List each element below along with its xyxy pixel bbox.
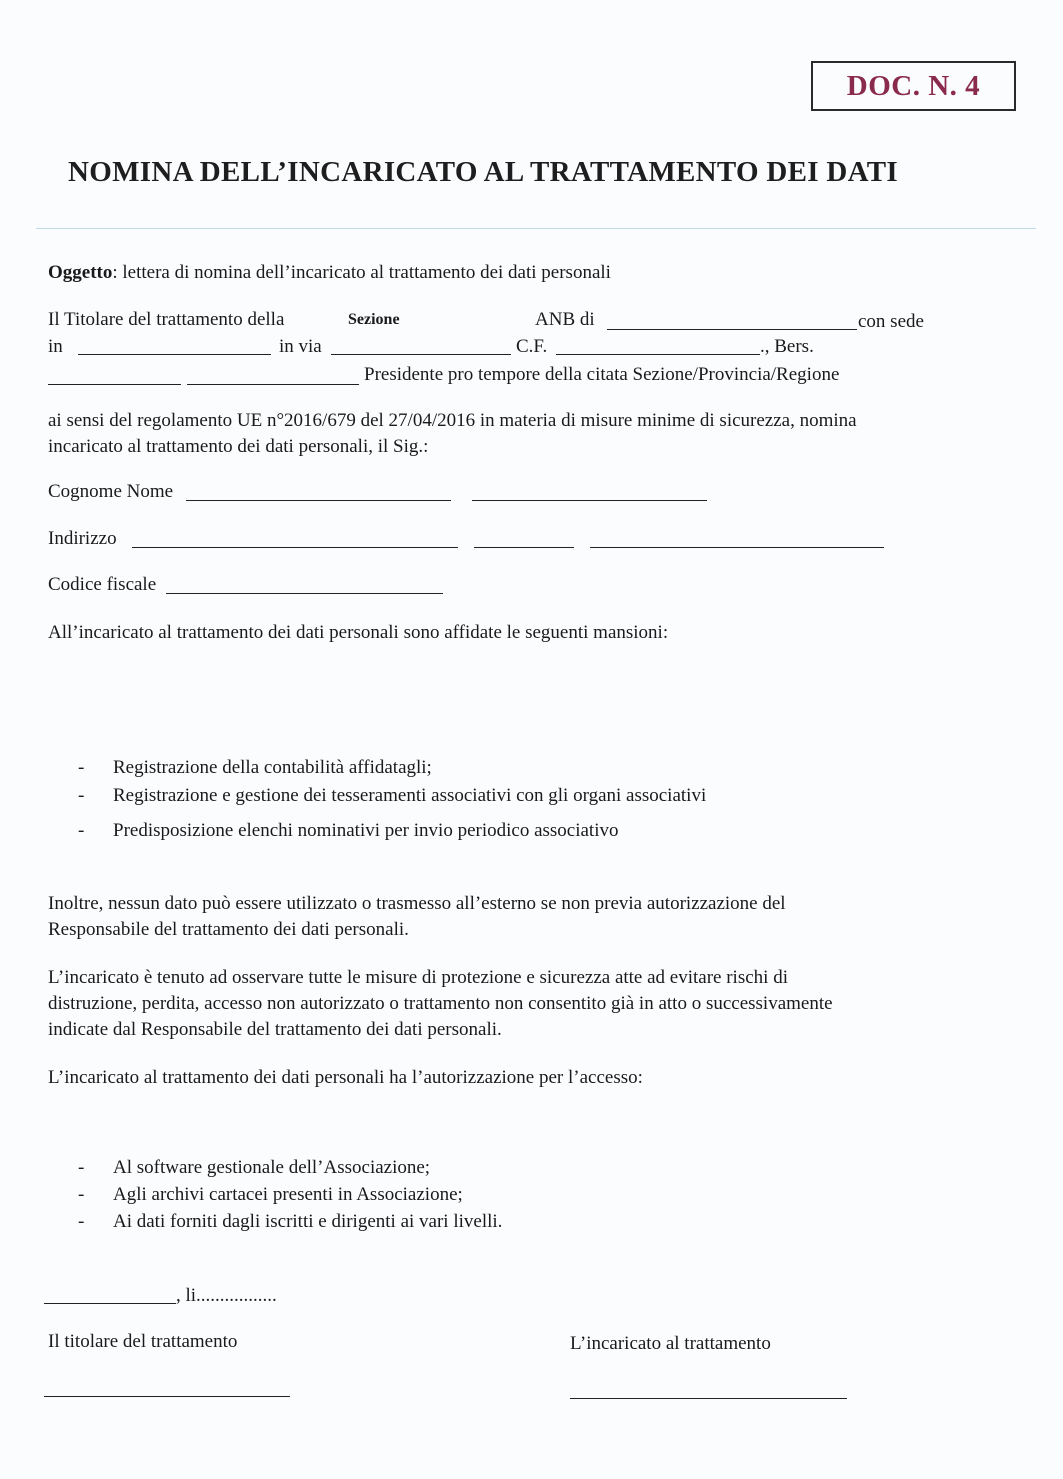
indirizzo-label: Indirizzo bbox=[48, 528, 117, 549]
mansione-text: Predisposizione elenchi nominativi per invio periodico associativo bbox=[113, 820, 619, 841]
tenuto-line-2: distruzione, perdita, accesso non autorizzato o trattamento non consentito già in atto o successivamente bbox=[48, 993, 833, 1014]
titolare-signature-line[interactable] bbox=[44, 1396, 290, 1397]
document-title: NOMINA DELL’INCARICATO AL TRATTAMENTO DEI DATI bbox=[68, 156, 898, 188]
mansione-item bbox=[78, 820, 619, 842]
mansione-text: Registrazione della contabilità affidatagli; bbox=[113, 757, 432, 778]
titolare-signature-label: Il titolare del trattamento bbox=[48, 1331, 238, 1352]
president-surname-line[interactable] bbox=[48, 384, 181, 385]
tenuto-paragraph bbox=[48, 965, 833, 1043]
accesso-text: Agli archivi cartacei presenti in Associazione; bbox=[113, 1184, 463, 1205]
ai-sensi-paragraph bbox=[48, 408, 857, 460]
cf-label: C.F. bbox=[516, 336, 548, 357]
indirizzo-street-line[interactable] bbox=[132, 547, 458, 548]
mansione-text: Registrazione e gestione dei tesseramenti associativi con gli organi associativi bbox=[113, 785, 707, 806]
ai-sensi-line-1: ai sensi del regolamento UE n°2016/679 del 27/04/2016 in materia di misure minime di sicurezza, nomina bbox=[48, 410, 857, 431]
accesso-text: Al software gestionale dell’Associazione; bbox=[113, 1157, 431, 1178]
accesso-intro: L’incaricato al trattamento dei dati personali ha l’autorizzazione per l’accesso: bbox=[48, 1067, 643, 1088]
oggetto-line bbox=[48, 262, 611, 284]
president-name-line[interactable] bbox=[187, 384, 359, 385]
doc-number-label: DOC. N. 4 bbox=[846, 69, 981, 102]
inoltre-paragraph bbox=[48, 891, 786, 943]
inoltre-line-2: Responsabile del trattamento dei dati personali. bbox=[48, 919, 409, 940]
in-label: in bbox=[48, 336, 63, 357]
oggetto-label: Oggetto bbox=[48, 262, 113, 283]
incaricato-signature-line[interactable] bbox=[570, 1398, 847, 1399]
mansione-item bbox=[78, 757, 432, 779]
street-field-line[interactable] bbox=[331, 354, 511, 355]
oggetto-text: : lettera di nomina dell’incaricato al trattamento dei dati personali bbox=[112, 262, 611, 283]
cf-field-line[interactable] bbox=[556, 354, 760, 355]
accesso-item bbox=[78, 1157, 430, 1179]
cognome-field-line[interactable] bbox=[186, 500, 451, 501]
anb-label: ANB di bbox=[535, 309, 595, 330]
ai-sensi-line-2: incaricato al trattamento dei dati personali, il Sig.: bbox=[48, 436, 429, 457]
bullet-dash: - bbox=[78, 757, 85, 778]
mansioni-intro: All’incaricato al trattamento dei dati personali sono affidate le seguenti mansioni: bbox=[48, 622, 669, 643]
tenuto-line-1: L’incaricato è tenuto ad osservare tutte le misure di protezione e sicurezza atte ad evitare rischi di bbox=[48, 967, 788, 988]
bers-label: ., Bers. bbox=[760, 336, 814, 357]
bullet-dash: - bbox=[78, 785, 85, 806]
in-via-label: in via bbox=[279, 336, 322, 357]
presidente-text: Presidente pro tempore della citata Sezione/Provincia/Regione bbox=[364, 364, 840, 385]
inoltre-line-1: Inoltre, nessun dato può essere utilizzato o trasmesso all’esterno se non previa autorizzazione del bbox=[48, 893, 786, 914]
anb-field-line[interactable] bbox=[607, 329, 857, 330]
bullet-dash: - bbox=[78, 1184, 85, 1205]
indirizzo-city-line[interactable] bbox=[590, 547, 884, 548]
accesso-item bbox=[78, 1211, 502, 1233]
sezione-label: Sezione bbox=[348, 311, 400, 328]
accesso-item bbox=[78, 1184, 463, 1206]
mansione-item bbox=[78, 785, 706, 807]
indirizzo-cap-line[interactable] bbox=[474, 547, 574, 548]
doc-number-box bbox=[811, 61, 1016, 111]
cognome-nome-label: Cognome Nome bbox=[48, 481, 174, 502]
incaricato-signature-label: L’incaricato al trattamento bbox=[570, 1333, 771, 1354]
bullet-dash: - bbox=[78, 1211, 85, 1232]
place-date-text: , li................. bbox=[176, 1285, 277, 1306]
nome-field-line[interactable] bbox=[472, 500, 707, 501]
place-field-line[interactable] bbox=[44, 1303, 176, 1304]
header-rule bbox=[36, 228, 1036, 229]
city-field-line[interactable] bbox=[78, 354, 271, 355]
bullet-dash: - bbox=[78, 820, 85, 841]
codice-fiscale-field-line[interactable] bbox=[166, 593, 443, 594]
bullet-dash: - bbox=[78, 1157, 85, 1178]
accesso-text: Ai dati forniti dagli iscritti e dirigenti ai vari livelli. bbox=[113, 1211, 503, 1232]
titolare-text: Il Titolare del trattamento della bbox=[48, 309, 285, 330]
codice-fiscale-label: Codice fiscale bbox=[48, 574, 157, 595]
tenuto-line-3: indicate dal Responsabile del trattamento dei dati personali. bbox=[48, 1019, 502, 1040]
con-sede-label: con sede bbox=[858, 311, 924, 332]
